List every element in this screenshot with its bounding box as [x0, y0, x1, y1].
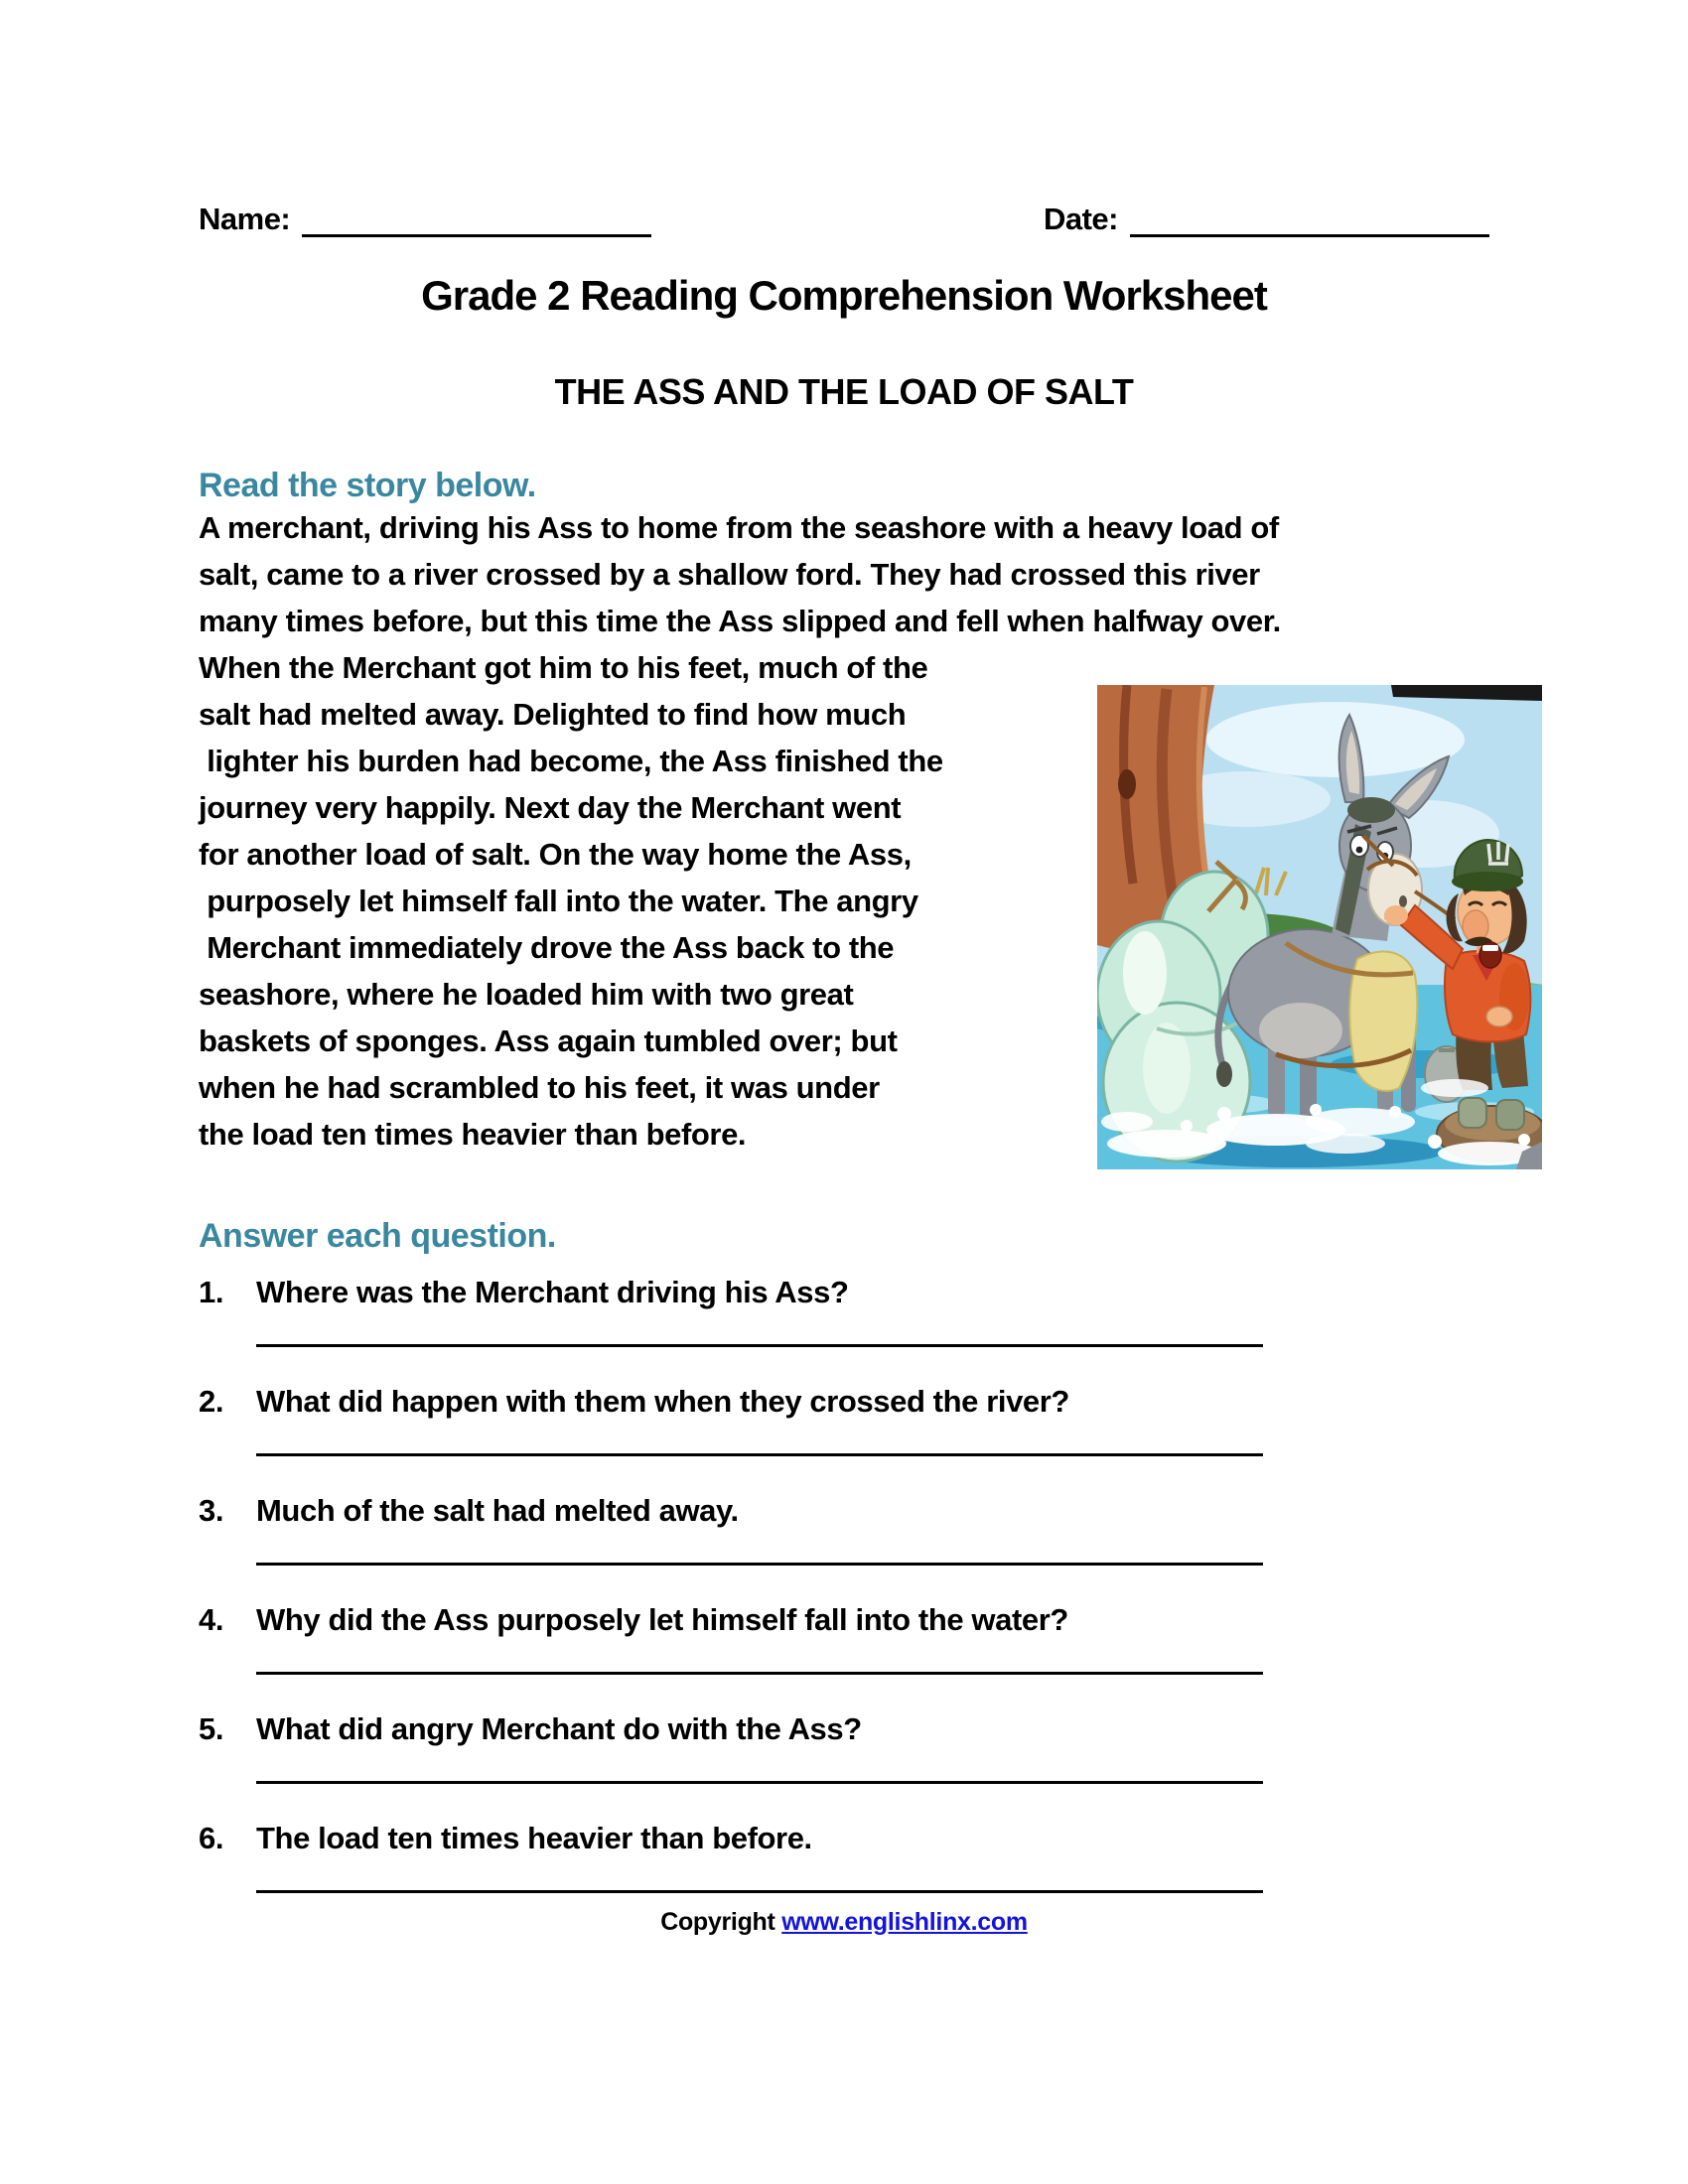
copyright-footer	[0, 1908, 1688, 1937]
date-input-line[interactable]	[1130, 199, 1489, 237]
question-text: Why did the Ass purposely let himself fall into the water?	[256, 1602, 1068, 1637]
answer-blank-line[interactable]	[256, 1453, 1263, 1456]
page-title: Grade 2 Reading Comprehension Worksheet	[421, 272, 1267, 319]
name-label: Name:	[199, 202, 291, 236]
story-line: many times before, but this time the Ass slipped and fell when halfway over.	[199, 604, 1281, 638]
question-item	[199, 1271, 1271, 1380]
question-number: 6.	[199, 1821, 224, 1855]
question-number: 5.	[199, 1711, 224, 1746]
story-illustration	[1097, 685, 1542, 1169]
story-line: baskets of sponges. Ass again tumbled over; but	[199, 1024, 898, 1058]
question-number: 3.	[199, 1493, 224, 1528]
story-line: journey very happily. Next day the Merchant went	[199, 790, 902, 825]
story-line: for another load of salt. On the way home the Ass,	[199, 837, 912, 872]
question-number: 4.	[199, 1602, 224, 1637]
answer-blank-line[interactable]	[256, 1890, 1263, 1893]
story-line: lighter his burden had become, the Ass finished the	[199, 744, 943, 778]
date-field-group	[1044, 199, 1489, 237]
story-line: When the Merchant got him to his feet, much of the	[199, 650, 928, 685]
story-line: when he had scrambled to his feet, it was under	[199, 1070, 880, 1105]
read-story-heading: Read the story below.	[199, 467, 536, 504]
questions-list	[199, 1271, 1271, 1926]
story-line: seashore, where he loaded him with two great	[199, 977, 854, 1012]
answer-blank-line[interactable]	[256, 1344, 1263, 1347]
answer-blank-line[interactable]	[256, 1563, 1263, 1566]
question-item	[199, 1707, 1271, 1817]
question-number: 2.	[199, 1384, 224, 1419]
question-text: Much of the salt had melted away.	[256, 1493, 739, 1528]
story-line: A merchant, driving his Ass to home from the seashore with a heavy load of	[199, 510, 1279, 545]
answer-blank-line[interactable]	[256, 1781, 1263, 1784]
question-number: 1.	[199, 1275, 224, 1309]
question-item	[199, 1489, 1271, 1598]
name-input-line[interactable]	[302, 199, 651, 237]
story-line: salt, came to a river crossed by a shallow ford. They had crossed this river	[199, 557, 1260, 592]
question-text: What did happen with them when they crossed the river?	[256, 1384, 1069, 1419]
question-item	[199, 1380, 1271, 1489]
story-line: Merchant immediately drove the Ass back to the	[199, 930, 895, 965]
question-text: What did angry Merchant do with the Ass?	[256, 1711, 862, 1746]
question-item	[199, 1598, 1271, 1707]
answer-blank-line[interactable]	[256, 1672, 1263, 1675]
name-field-group	[199, 199, 651, 237]
header-row	[199, 199, 1489, 237]
story-line: purposely let himself fall into the water. The angry	[199, 884, 918, 918]
copyright-link[interactable]: www.englishlinx.com	[781, 1908, 1028, 1936]
question-text: Where was the Merchant driving his Ass?	[256, 1275, 849, 1309]
story-line: the load ten times heavier than before.	[199, 1117, 747, 1152]
question-text: The load ten times heavier than before.	[256, 1821, 812, 1855]
answer-questions-heading: Answer each question.	[199, 1217, 556, 1255]
date-label: Date:	[1043, 202, 1118, 236]
story-title: THE ASS AND THE LOAD OF SALT	[554, 371, 1134, 412]
story-line: salt had melted away. Delighted to find how much	[199, 697, 907, 732]
copyright-label: Copyright	[660, 1908, 782, 1936]
